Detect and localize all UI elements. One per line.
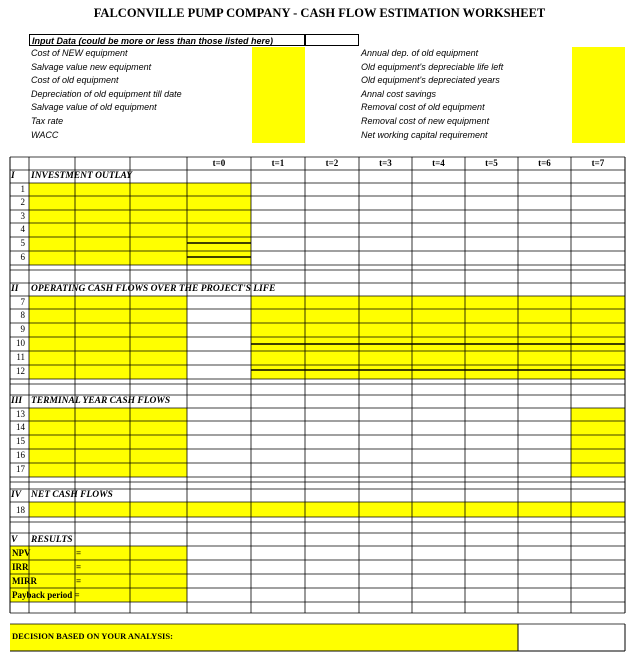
section-heading: NET CASH FLOWS (31, 490, 113, 500)
row-number: 17 (16, 464, 25, 474)
section-number: IV (11, 490, 22, 500)
input-label: WACC (31, 129, 59, 140)
row-number: 18 (16, 505, 25, 515)
operating-cash-flow-cells[interactable] (29, 296, 187, 379)
row-number: 11 (16, 352, 25, 362)
net-cash-flow-label-cells[interactable] (29, 502, 187, 517)
input-label: Annal cost savings (361, 88, 437, 99)
equals-sign: = (76, 548, 82, 558)
input-label: Depreciation of old equipment till date (31, 88, 182, 99)
row-number: 12 (16, 366, 25, 376)
section-heading: RESULTS (31, 535, 73, 545)
payback-period-label: Payback period = (12, 590, 80, 600)
input-label: Net working capital requirement (361, 129, 488, 140)
input-label: Annual dep. of old equipment (361, 48, 479, 58)
row-number: 1 (20, 184, 25, 194)
input-label: Removal cost of old equipment (361, 102, 485, 113)
input-data-header: Input Data (could be more or less than those listed here) (29, 34, 305, 46)
operating-cash-flow-period-cells[interactable] (251, 296, 625, 379)
section-number: V (11, 535, 18, 545)
section-number: I (11, 171, 15, 181)
input-label: Old equipment's depreciated years (361, 75, 500, 86)
row-number: 2 (20, 197, 25, 207)
equals-sign: = (76, 562, 82, 572)
equals-sign: = (76, 576, 82, 586)
period-header: t=0 (212, 158, 226, 168)
section-heading: INVESTMENT OUTLAY (31, 171, 133, 181)
input-label: Removal cost of new equipment (361, 115, 490, 126)
section-heading: OPERATING CASH FLOWS OVER THE PROJECT'S LIFE (31, 284, 276, 294)
row-number: 10 (16, 338, 25, 348)
npv-label: NPV (12, 548, 31, 558)
period-header: t=1 (271, 158, 285, 168)
terminal-cash-flow-cells[interactable] (29, 408, 187, 477)
input-label: Old equipment's depreciable life left (361, 61, 504, 72)
input-label: Cost of old equipment (31, 75, 119, 86)
period-header: t=6 (538, 158, 551, 168)
period-header: t=7 (591, 158, 605, 168)
row-number: 14 (16, 422, 25, 432)
section-number: III (11, 396, 23, 406)
input-label: Salvage value of old equipment (31, 102, 157, 113)
row-number: 13 (16, 409, 25, 419)
row-number: 6 (20, 252, 25, 262)
row-number: 7 (20, 297, 25, 307)
decision-label: DECISION BASED ON YOUR ANALYSIS: (12, 631, 173, 641)
page-title: FALCONVILLE PUMP COMPANY - CASH FLOW ESTIMATION WORKSHEET (93, 6, 546, 20)
input-label: Cost of NEW equipment (31, 48, 128, 58)
period-header: t=5 (485, 158, 498, 168)
row-number: 15 (16, 436, 25, 446)
row-number: 16 (16, 450, 25, 460)
row-number: 3 (20, 211, 25, 221)
input-label: Salvage value new equipment (31, 61, 152, 72)
net-cash-flow-period-cells[interactable] (187, 502, 625, 517)
irr-label: IRR (12, 562, 29, 572)
row-number: 8 (20, 310, 25, 320)
period-header: t=3 (379, 158, 392, 168)
row-number: 9 (20, 324, 25, 334)
investment-outlay-cells[interactable] (29, 183, 187, 265)
input-label: Tax rate (31, 115, 64, 126)
row-number: 5 (20, 238, 25, 248)
period-header: t=4 (432, 158, 445, 168)
section-number: II (11, 284, 19, 294)
investment-outlay-t0-cells[interactable] (187, 183, 251, 265)
period-header: t=2 (325, 158, 339, 168)
section-heading: TERMINAL YEAR CASH FLOWS (31, 396, 171, 406)
row-number: 4 (20, 224, 25, 234)
mirr-label: MIRR (12, 576, 37, 586)
terminal-cash-flow-t7-cells[interactable] (571, 408, 625, 477)
